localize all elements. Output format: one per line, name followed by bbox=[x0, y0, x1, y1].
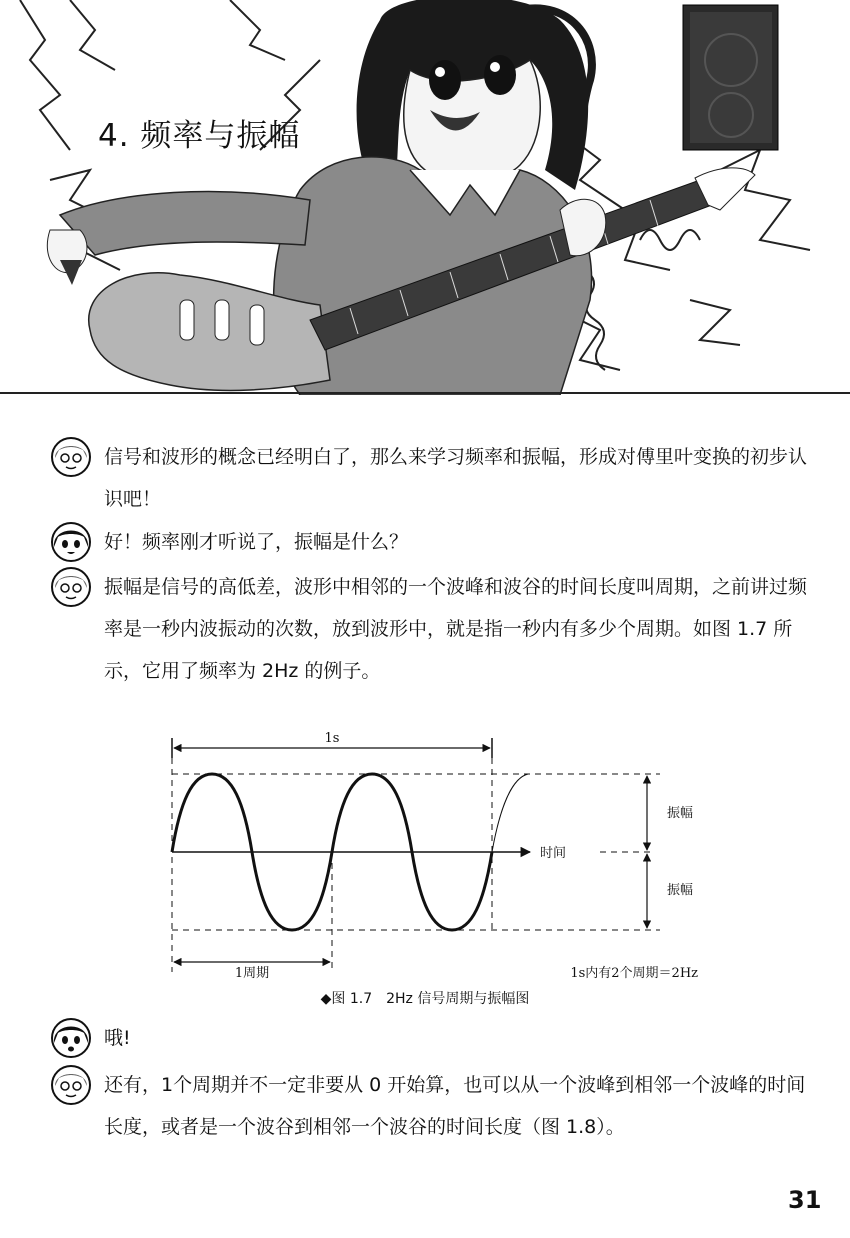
frequency-summary-label: 1s内有2个周期＝2Hz bbox=[570, 966, 698, 981]
amplitude-label-bottom: 振幅 bbox=[667, 883, 694, 898]
guitar-girl-illustration bbox=[0, 0, 850, 395]
one-second-label: 1s bbox=[324, 731, 340, 746]
header-illustration bbox=[0, 0, 850, 395]
dialog-text: 哦! bbox=[104, 1027, 131, 1049]
figure-2hz-signal bbox=[150, 722, 710, 992]
time-axis-label: 时间 bbox=[540, 846, 567, 861]
dialog-student-2 bbox=[50, 1017, 810, 1059]
dialog-teacher-2 bbox=[50, 566, 810, 692]
page-number: 31 bbox=[788, 1186, 822, 1214]
figure-caption: ◆图 1.7 2Hz 信号周期与振幅图 bbox=[320, 991, 530, 1007]
dialog-teacher-1 bbox=[50, 436, 810, 520]
section-title: 4. 频率与振幅 bbox=[98, 118, 301, 154]
sine-wave-diagram bbox=[150, 722, 710, 992]
teacher-avatar-icon bbox=[50, 1064, 92, 1106]
period-label: 1周期 bbox=[234, 966, 270, 981]
dialog-text: 好！频率刚才听说了，振幅是什么？ bbox=[104, 531, 409, 553]
student-avatar-icon bbox=[50, 1017, 92, 1059]
amplitude-label-top: 振幅 bbox=[667, 806, 694, 821]
student-avatar-icon bbox=[50, 521, 92, 563]
teacher-avatar-icon bbox=[50, 436, 92, 478]
section-divider bbox=[0, 392, 850, 394]
teacher-avatar-icon bbox=[50, 566, 92, 608]
dialog-text: 振幅是信号的高低差，波形中相邻的一个波峰和波谷的时间长度叫周期，之前讲过频率是一秒内波振动的次数，放到波形中，就是指一秒内有多少个周期。如图 1.7 所示，它用了频率为 2Hz 的例子。 bbox=[104, 576, 808, 682]
dialog-teacher-3 bbox=[50, 1064, 810, 1148]
dialog-student-1 bbox=[50, 521, 810, 563]
sine-wave-continuation bbox=[492, 774, 528, 852]
dialog-text: 还有，1个周期并不一定非要从 0 开始算，也可以从一个波峰到相邻一个波峰的时间长度，或者是一个波谷到相邻一个波谷的时间长度（图 1.8）。 bbox=[104, 1074, 806, 1138]
dialog-text: 信号和波形的概念已经明白了，那么来学习频率和振幅，形成对傅里叶变换的初步认识吧！ bbox=[104, 446, 808, 510]
